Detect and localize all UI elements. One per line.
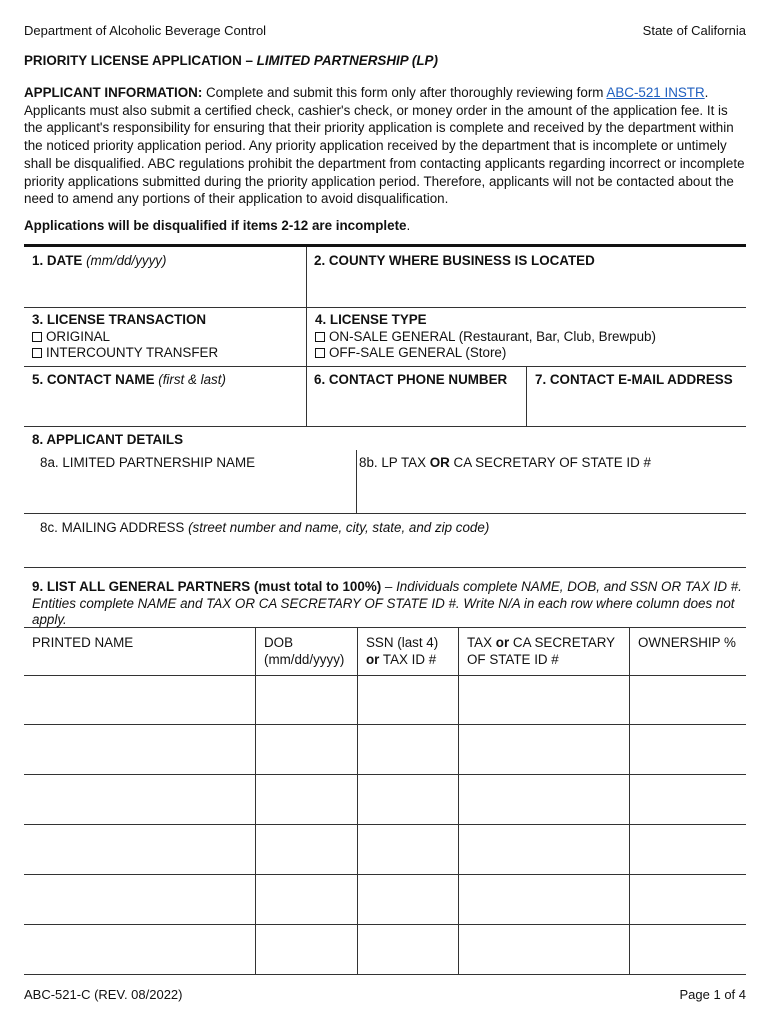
option-intercounty-transfer[interactable]: INTERCOUNTY TRANSFER — [32, 345, 218, 361]
table-row[interactable] — [24, 825, 746, 874]
option-off-sale-general[interactable]: OFF-SALE GENERAL (Store) — [315, 345, 506, 361]
form-id: ABC-521-C (REV. 08/2022) — [24, 987, 183, 1002]
col-ownership: OWNERSHIP % — [638, 635, 736, 650]
divider — [24, 307, 746, 308]
option-original[interactable]: ORIGINAL — [32, 329, 110, 345]
disqualification-notice: Applications will be disqualified if items 2-12 are incomplete. — [24, 218, 411, 233]
general-partners-instructions: 9. LIST ALL GENERAL PARTNERS (must total to 100%) – Individuals complete NAME, DOB, and SSN OR TAX ID #. Entities complete NAME and TAX OR CA SECRETARY OF STATE ID #. Write N/A in each row where column does not apply. — [32, 579, 742, 627]
table-row[interactable] — [24, 725, 746, 774]
checkbox-icon[interactable] — [315, 348, 325, 358]
state-name: State of California — [642, 23, 746, 38]
contact-name-label: 5. CONTACT NAME (first & last) — [32, 372, 226, 387]
applicant-information-label: APPLICANT INFORMATION: — [24, 85, 203, 100]
county-label: 2. COUNTY WHERE BUSINESS IS LOCATED — [314, 253, 595, 268]
lp-tax-id-field[interactable] — [357, 450, 746, 513]
date-field[interactable] — [24, 248, 306, 307]
mailing-address-field[interactable] — [24, 514, 746, 567]
col-ssn: SSN (last 4) or TAX ID # — [366, 635, 439, 667]
license-type-label: 4. LICENSE TYPE — [315, 312, 427, 327]
table-border — [24, 974, 746, 975]
table-border — [24, 627, 746, 628]
lp-name-field[interactable] — [24, 450, 356, 513]
license-transaction-label: 3. LICENSE TRANSACTION — [32, 312, 207, 327]
divider — [24, 426, 746, 427]
date-label: 1. DATE (mm/dd/yyyy) — [32, 253, 167, 268]
table-row[interactable] — [24, 775, 746, 824]
col-tax-id: TAX or CA SECRETARY OF STATE ID # — [467, 635, 616, 667]
checkbox-icon[interactable] — [32, 332, 42, 342]
form-title: PRIORITY LICENSE APPLICATION – LIMITED PARTNERSHIP (LP) — [24, 53, 438, 68]
contact-phone-label: 6. CONTACT PHONE NUMBER — [314, 372, 508, 387]
applicant-details-label: 8. APPLICANT DETAILS — [32, 432, 184, 447]
divider — [306, 307, 307, 366]
contact-email-label: 7. CONTACT E-MAIL ADDRESS — [535, 372, 733, 387]
table-row[interactable] — [24, 925, 746, 974]
table-row[interactable] — [24, 875, 746, 924]
checkbox-icon[interactable] — [32, 348, 42, 358]
contact-name-field[interactable] — [24, 367, 306, 426]
applicant-information-paragraph: APPLICANT INFORMATION: Complete and submit this form only after thoroughly reviewing form ABC-521 INSTR. Applicants must also submit a certified check, cashier's check, or money order in the amount of the application fee. It is the applicant's responsibility for ensuring that their priority application is complete and received by the department within the noticed priority application period. Any priority application received by the department that is incomplete or untimely shall be disqualified. ABC regulations prohibit the department from contacting applicants regarding incorrect or incomplete priority applications submitted during the priority application period. Therefore, applicants will not be contacted about the need to amend any portions of their application to avoid disqualification. — [24, 85, 745, 207]
contact-phone-field[interactable] — [307, 367, 525, 426]
mailing-address-label: 8c. MAILING ADDRESS (street number and name, city, state, and zip code) — [40, 520, 490, 535]
page-number: Page 1 of 4 — [679, 987, 746, 1002]
col-printed-name: PRINTED NAME — [32, 635, 134, 650]
contact-email-field[interactable] — [527, 367, 746, 426]
lp-name-label: 8a. LIMITED PARTNERSHIP NAME — [40, 455, 256, 470]
table-row[interactable] — [24, 676, 746, 724]
checkbox-icon[interactable] — [315, 332, 325, 342]
section-divider — [24, 244, 746, 247]
lp-tax-id-label: 8b. LP TAX OR CA SECRETARY OF STATE ID # — [359, 455, 651, 470]
county-field[interactable] — [307, 248, 746, 307]
department-name: Department of Alcoholic Beverage Control — [24, 23, 267, 38]
col-dob: DOB (mm/dd/yyyy) — [264, 635, 345, 667]
abc-521-instr-link[interactable]: ABC-521 INSTR — [606, 85, 705, 100]
option-on-sale-general[interactable]: ON-SALE GENERAL (Restaurant, Bar, Club, Brewpub) — [315, 329, 656, 345]
divider — [24, 567, 746, 568]
